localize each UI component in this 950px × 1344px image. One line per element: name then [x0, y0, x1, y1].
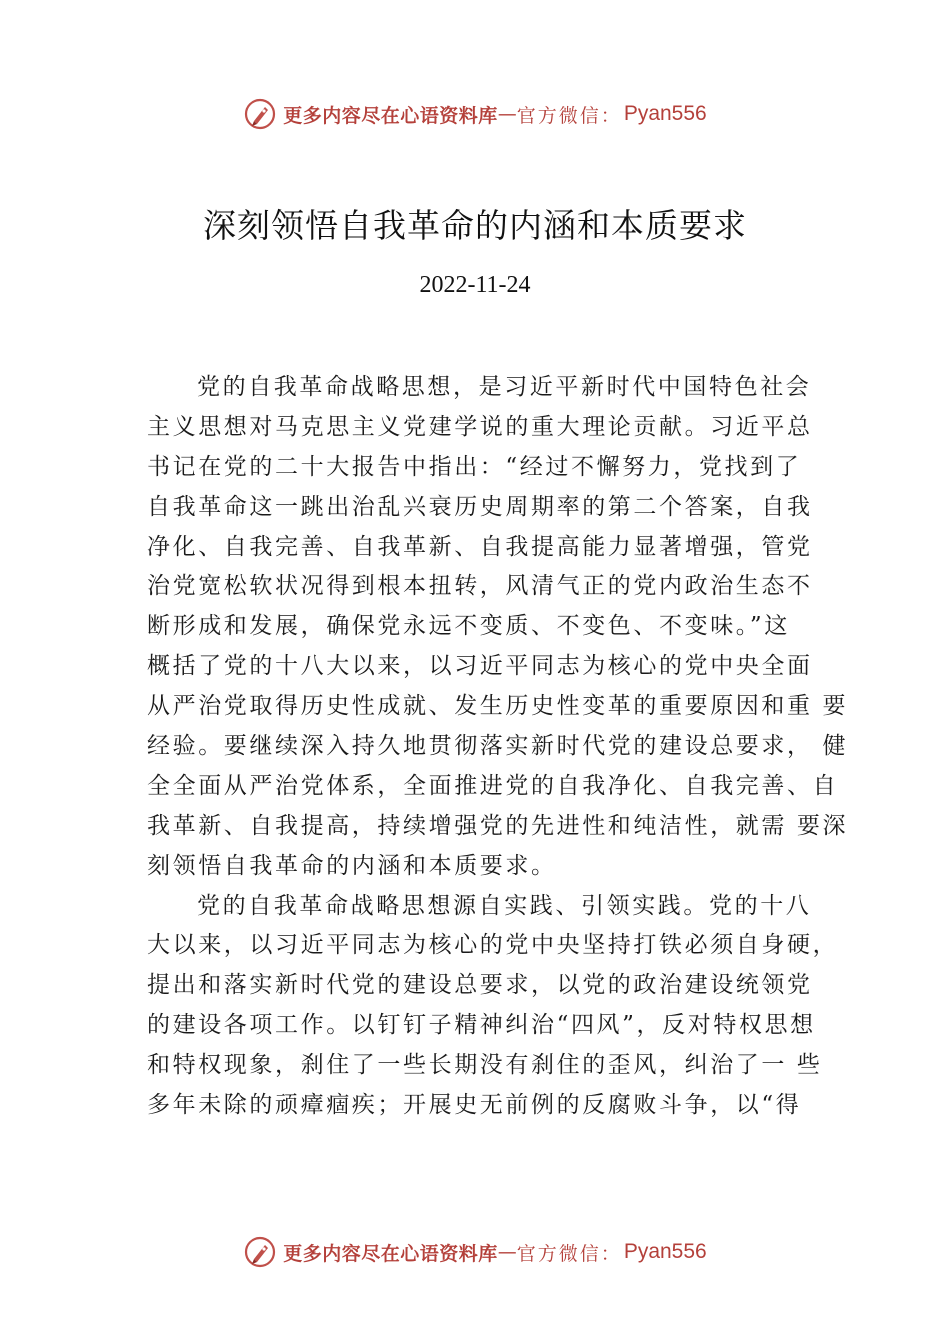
- pen-nib-logo-icon: [243, 1235, 277, 1269]
- banner-colon: ：: [600, 104, 620, 127]
- text-line: 自我革命这一跳出治乱兴衰历史周期率的第二个答案，自我: [147, 493, 813, 520]
- text-line: 的建设各项工作。以钉钉子精神纠治“四风”，反对特权思想: [147, 1012, 816, 1039]
- text-line: 大以来，以习近平同志为核心的党中央坚持打铁必须自身硬，: [147, 932, 839, 959]
- text-line: 书记在党的二十大报告中指出：“经过不懈努力，党找到了: [147, 453, 802, 480]
- footer-banner: [0, 1232, 950, 1272]
- text-line: 经验。要继续深入持久地贯彻落实新时代党的建设总要求， 健: [147, 733, 849, 760]
- banner-wechat-id: Pyan556: [623, 102, 707, 125]
- text-line: 治党宽松软状况得到根本扭转，风清气正的党内政治生态不: [147, 573, 813, 600]
- text-line: 概括了党的十八大以来，以习近平同志为核心的党中央全面: [147, 653, 813, 680]
- text-line: 主义思想对马克思主义党建学说的重大理论贡献。习近平总: [147, 413, 813, 440]
- banner-wechat-id: Pyan556: [623, 1240, 707, 1263]
- text-line: 刻领悟自我革命的内涵和本质要求。: [147, 852, 557, 879]
- text-line: 和特权现象，刹住了一些长期没有刹住的歪风，纠治了一 些: [147, 1052, 823, 1079]
- text-line: 全全面从严治党体系，全面推进党的自我净化、自我完善、自: [147, 772, 839, 799]
- header-banner: [0, 94, 950, 134]
- text-line: 断形成和发展，确保党永远不变质、不变色、不变味。”这: [147, 613, 790, 640]
- banner-brand-text: 更多内容尽在心语资料库: [283, 1242, 498, 1265]
- text-line: 党的自我革命战略思想，是习近平新时代中国特色社会: [197, 374, 812, 400]
- document-body: [147, 368, 849, 1126]
- banner-brand-text: 更多内容尽在心语资料库: [283, 104, 498, 127]
- text-line: 党的自我革命战略思想源自实践、引领实践。党的十八: [197, 892, 812, 919]
- banner-separator: —: [497, 103, 517, 125]
- banner-wechat-label: 官方微信: [516, 1242, 601, 1265]
- text-line: 提出和落实新时代党的建设总要求，以党的政治建设统领党: [147, 972, 813, 999]
- text-line: 我革新、自我提高，持续增强党的先进性和纯洁性，就需 要深: [147, 812, 849, 839]
- banner-separator: —: [497, 1241, 517, 1263]
- text-line: 多年未除的顽瘴痼疾；开展史无前例的反腐败斗争，以“得: [147, 1092, 802, 1119]
- text-line: 净化、自我完善、自我革新、自我提高能力显著增强，管党: [147, 533, 813, 560]
- document-date: 2022-11-24: [419, 272, 531, 298]
- document-title: 深刻领悟自我革命的内涵和本质要求: [203, 206, 747, 245]
- text-line: 从严治党取得历史性成就、发生历史性变革的重要原因和重 要: [147, 693, 849, 720]
- banner-wechat-label: 官方微信: [516, 104, 601, 127]
- banner-colon: ：: [600, 1242, 620, 1265]
- pen-nib-logo-icon: [243, 97, 277, 131]
